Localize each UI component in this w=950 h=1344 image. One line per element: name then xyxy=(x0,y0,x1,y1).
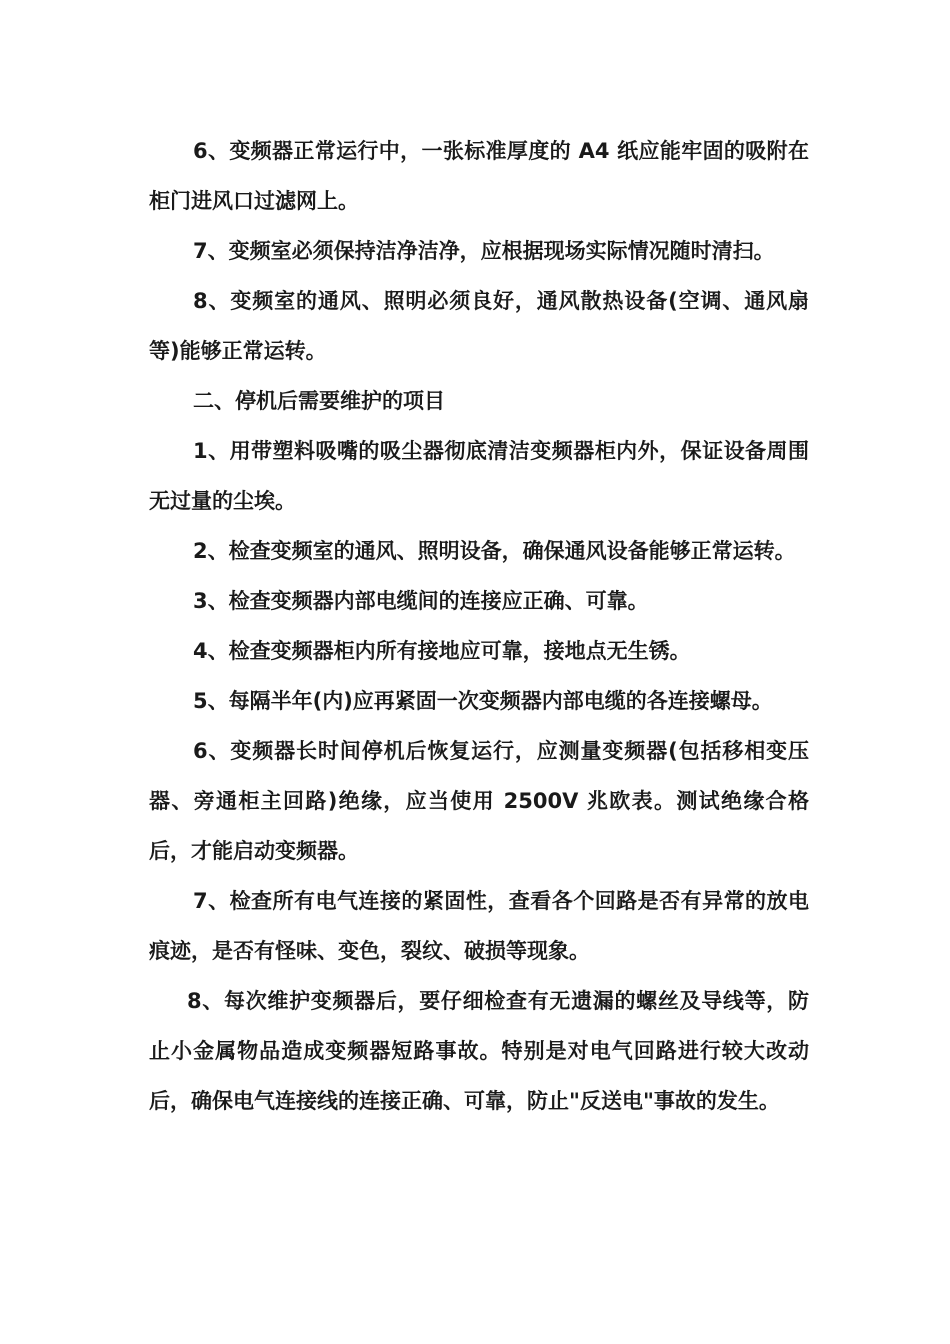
paragraph-maintenance-2: 2、检查变频室的通风、照明设备，确保通风设备能够正常运转。 xyxy=(193,539,796,563)
paragraph-maintenance-8: 8、每次维护变频器后，要仔细检查有无遗漏的螺丝及导线等，防止小金属物品造成变频器短路事故。特别是对电气回路进行较大改动后，确保电气连接线的连接正确、可靠，防止"反送电"事故的发生。 xyxy=(149,989,809,1113)
paragraph-maintenance-6: 6、变频器长时间停机后恢复运行，应测量变频器(包括移相变压器、旁通柜主回路)绝缘，应当使用 2500V 兆欧表。测试绝缘合格后，才能启动变频器。 xyxy=(149,739,809,863)
paragraph-item-7: 7、变频室必须保持洁净洁净，应根据现场实际情况随时清扫。 xyxy=(193,239,775,263)
paragraph-item-8: 8、变频室的通风、照明必须良好，通风散热设备(空调、通风扇等)能够正常运转。 xyxy=(149,289,809,363)
paragraph-maintenance-1: 1、用带塑料吸嘴的吸尘器彻底清洁变频器柜内外，保证设备周围无过量的尘埃。 xyxy=(149,439,809,513)
paragraph-maintenance-5: 5、每隔半年(内)应再紧固一次变频器内部电缆的各连接螺母。 xyxy=(193,689,773,713)
paragraph-maintenance-3: 3、检查变频器内部电缆间的连接应正确、可靠。 xyxy=(193,589,649,613)
section-heading: 二、停机后需要维护的项目 xyxy=(193,389,445,413)
document-body xyxy=(149,126,809,1126)
paragraph-item-6: 6、变频器正常运行中，一张标准厚度的 A4 纸应能牢固的吸附在柜门进风口过滤网上。 xyxy=(149,139,809,213)
paragraph-maintenance-4: 4、检查变频器柜内所有接地应可靠，接地点无生锈。 xyxy=(193,639,691,663)
paragraph-maintenance-7: 7、检查所有电气连接的紧固性，查看各个回路是否有异常的放电痕迹，是否有怪味、变色，裂纹、破损等现象。 xyxy=(149,889,809,963)
